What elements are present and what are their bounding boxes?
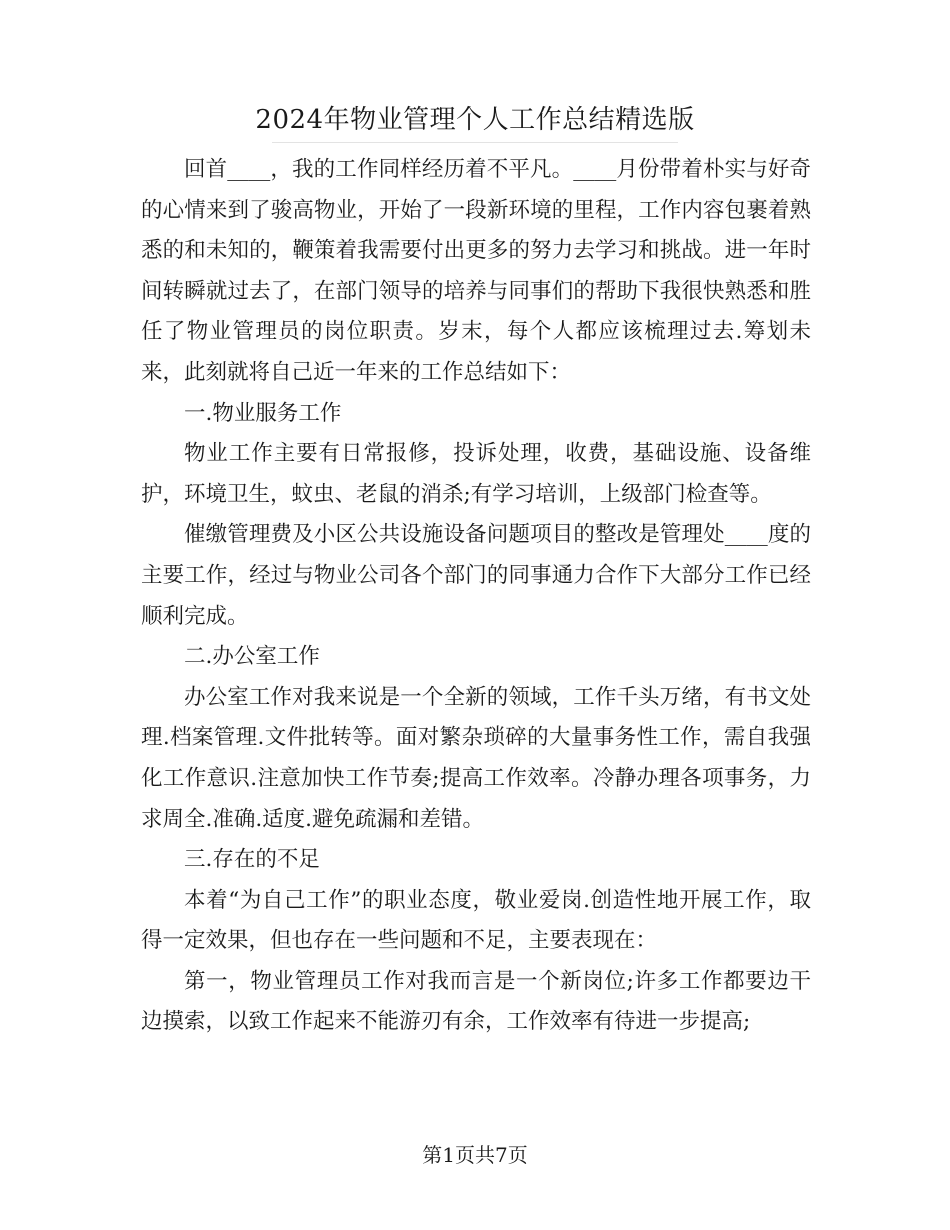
document-title: 2024年物业管理个人工作总结精选版 bbox=[255, 105, 695, 135]
paragraph-property-service: 物业工作主要有日常报修，投诉处理，收费，基础设施、设备维护，环境卫生，蚊虫、老鼠的消杀;有学习培训，上级部门检查等。 bbox=[141, 441, 811, 507]
paragraph-intro: 回首____，我的工作同样经历着不平凡。____月份带着朴实与好奇的心情来到了骏高物业，开始了一段新环境的里程，工作内容包裹着熟悉的和未知的，鞭策着我需要付出更多的努力去学习和挑战。进一年时间转瞬就过去了，在部门领导的培养与同事们的帮助下我很快熟悉和胜任了物业管理员的岗位职责。岁末，每个人都应该梳理过去.筹划未来，此刻就将自己近一年来的工作总结如下： bbox=[141, 157, 811, 385]
paragraph-fee-collection: 催缴管理费及小区公共设施设备问题项目的整改是管理处____度的主要工作，经过与物业公司各个部门的同事通力合作下大部分工作已经顺利完成。 bbox=[141, 522, 811, 629]
paragraph-shortcomings-intro: 本着“为自己工作”的职业态度，敬业爱岗.创造性地开展工作，取得一定效果，但也存在一些问题和不足，主要表现在： bbox=[141, 887, 811, 954]
section-heading-3: 三.存在的不足 bbox=[184, 847, 320, 873]
document-body bbox=[141, 150, 811, 1043]
paragraph-shortcoming-1: 第一，物业管理员工作对我而言是一个新岗位;许多工作都要边干边摸索，以致工作起来不能游刃有余，工作效率有待进一步提高; bbox=[141, 968, 811, 1035]
title-underline bbox=[272, 142, 678, 143]
paragraph-office-work: 办公室工作对我来说是一个全新的领域，工作千头万绪，有书文处理.档案管理.文件批转等。面对繁杂琐碎的大量事务性工作，需自我强化工作意识.注意加快工作节奏;提高工作效率。冷静办理各项事务，力求周全.准确.适度.避免疏漏和差错。 bbox=[141, 684, 811, 832]
page-footer: 第1页共7页 bbox=[422, 1143, 528, 1167]
section-heading-2: 二.办公室工作 bbox=[184, 644, 320, 670]
section-heading-1: 一.物业服务工作 bbox=[184, 400, 342, 426]
